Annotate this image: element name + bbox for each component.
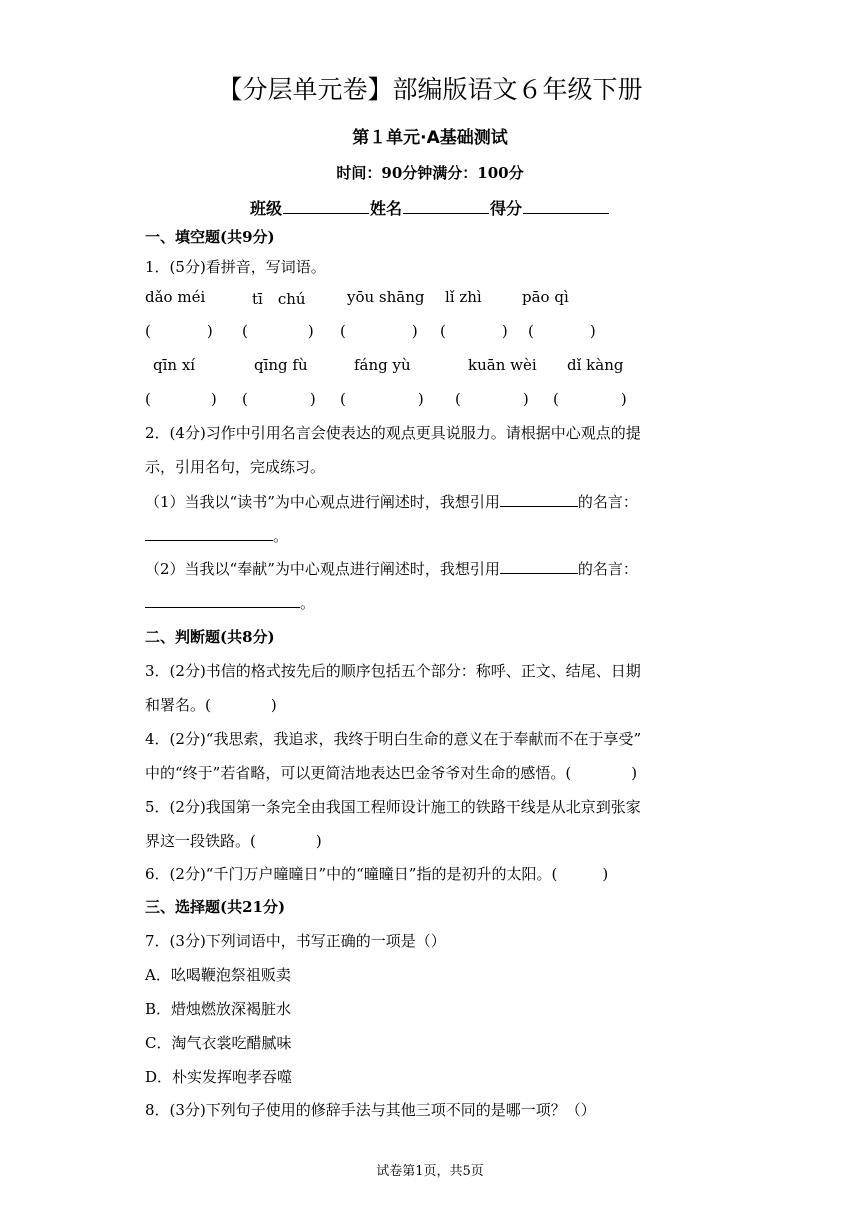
answer-paren-4[interactable]: ( ) [440,322,508,340]
answer-paren-8[interactable]: ( ) [340,390,424,408]
q7-option-b[interactable]: B．焟烛燃放深褐脏水 [145,1000,292,1018]
section-heading-judgement: 二、判断题(共8分) [145,628,275,646]
pinyin-7: qīng fù [254,356,308,374]
name-blank[interactable] [403,199,489,214]
q2-sub2-blank-person[interactable] [500,559,578,574]
q6-line1: 6．(2分)“千门万户曈曈日”中的“曈曈日”指的是初升的太阳。( ) [145,865,609,883]
answer-paren-2[interactable]: ( ) [242,322,314,340]
q7-option-c[interactable]: C．淘气衣裳吃醋腻味 [145,1034,292,1052]
q2-stem-line2: 示，引用名句，完成练习。 [145,458,326,476]
student-info-line [0,196,860,219]
q3-line2: 和署名。( ) [145,696,277,714]
pinyin-3: yōu shāng [347,288,425,306]
q4-line2: 中的“终于”若省略，可以更简洁地表达巴金爷爷对生命的感悟。( ) [145,764,638,782]
answer-paren-6[interactable]: ( ) [145,390,217,408]
pinyin-5: pāo qì [522,288,569,306]
class-label: 班级 [249,199,282,218]
pinyin-4: lǐ zhì [445,288,482,306]
pinyin-10: dǐ kàng [567,356,624,374]
q7-option-a[interactable]: A．吆喝鞭泡祭祖贩卖 [145,966,291,984]
q1-stem: 1．(5分)看拼音，写词语。 [145,258,326,276]
answer-paren-1[interactable]: ( ) [145,322,213,340]
q2-sub1: （1）当我以“读书”为中心观点进行阐述时，我想引用 的名言： [145,493,638,511]
page-title: 【分层单元卷】部编版语文６年级下册 [217,75,643,104]
q5-line2: 界这一段铁路。( ) [145,832,322,850]
pinyin-8: fáng yù [354,356,411,374]
q7-option-d[interactable]: D．朴实发挥咆孝吞噬 [145,1068,293,1086]
section-heading-choice: 三、选择题(共21分) [145,898,286,916]
section-heading-fill-in: 一、填空题(共9分) [145,228,275,246]
name-label: 姓名 [369,199,402,218]
answer-paren-9[interactable]: ( ) [455,390,529,408]
answer-paren-7[interactable]: ( ) [242,390,316,408]
page-footer: 试卷第1页，共5页 [376,1164,484,1179]
score-label: 得分 [490,199,523,218]
q8-stem: 8．(3分)下列句子使用的修辞手法与其他三项不同的是哪一项？（） [145,1101,596,1119]
answer-paren-5[interactable]: ( ) [528,322,596,340]
q7-stem: 7．(3分)下列词语中，书写正确的一项是（） [145,932,446,950]
page-subtitle: 第１单元·A基础测试 [352,128,508,148]
pinyin-2: tī chú [252,290,306,308]
q2-stem-line1: 2．(4分)习作中引用名言会使表达的观点更具说服力。请根据中心观点的提 [145,424,641,442]
q5-line1: 5．(2分)我国第一条完全由我国工程师设计施工的铁路干线是从北京到张家 [145,798,641,816]
score-blank[interactable] [523,199,609,214]
pinyin-6: qīn xí [153,356,196,374]
q2-sub2-answer: 。 [145,592,315,613]
time-info: 时间：90分钟满分：100分 [336,164,524,182]
q2-sub1-blank-quote[interactable] [145,526,273,541]
q3-line1: 3．(2分)书信的格式按先后的顺序包括五个部分：称呼、正文、结尾、日期 [145,662,641,680]
answer-paren-10[interactable]: ( ) [553,390,627,408]
q2-sub1-blank-person[interactable] [500,492,578,507]
q2-sub1-answer: 。 [145,525,288,546]
q4-line1: 4．(2分)“我思索，我追求，我终于明白生命的意义在于奉献而不在于享受” [145,730,642,748]
q2-sub2: （2）当我以“奉献”为中心观点进行阐述时，我想引用 的名言： [145,560,638,578]
q2-sub2-blank-quote[interactable] [145,593,300,608]
pinyin-9: kuān wèi [468,356,537,374]
answer-paren-3[interactable]: ( ) [340,322,418,340]
class-blank[interactable] [283,199,369,214]
pinyin-1: dǎo méi [145,288,206,306]
